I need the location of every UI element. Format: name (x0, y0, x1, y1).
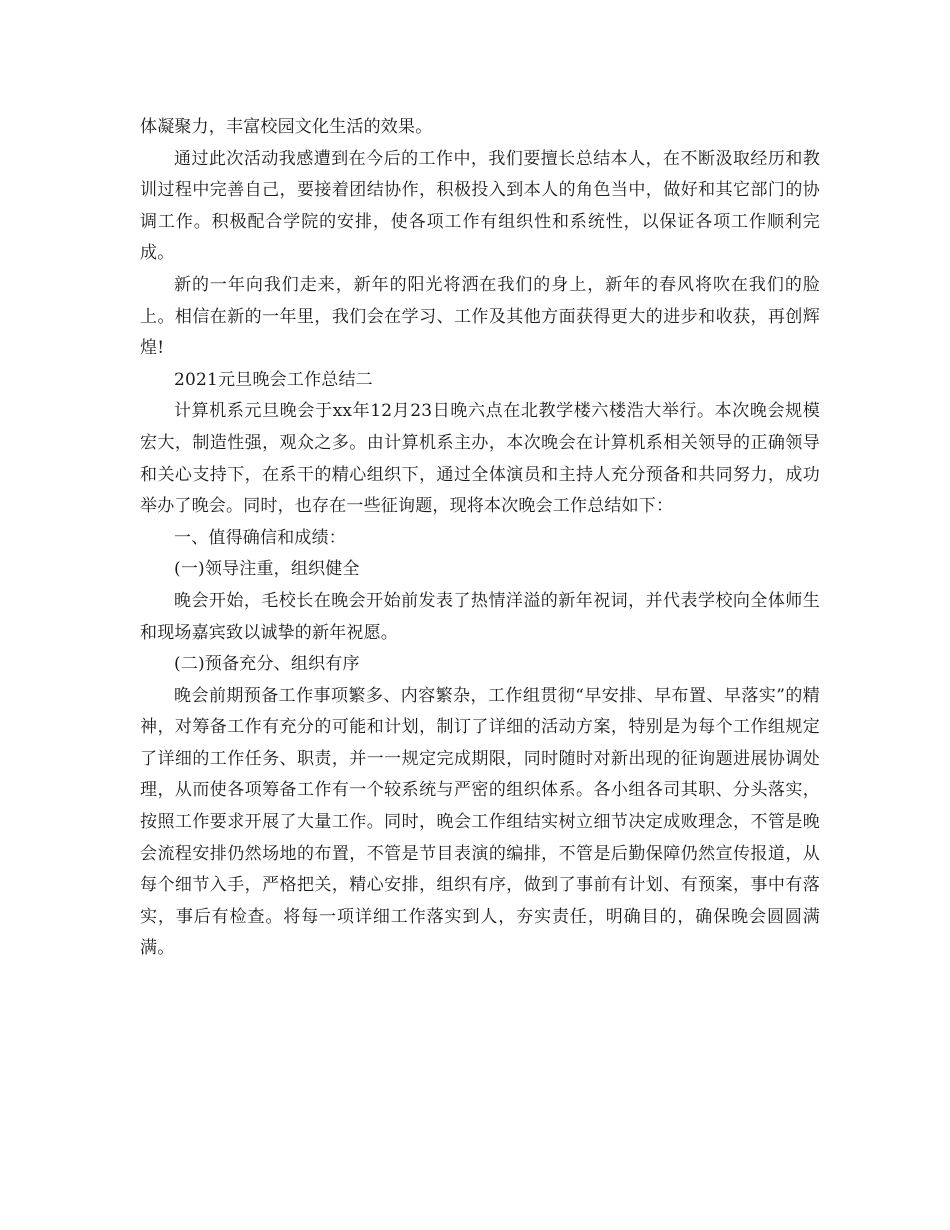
subsection-heading: (一)领导注重，组织健全 (174, 559, 360, 580)
paragraph-body: 通过此次活动我感遭到在今后的工作中，我们要擅长总结本人，在不断汲取经历和教训过程中完善自己，要接着团结协作，积极投入到本人的角色当中，做好和其它部门的协调工作。积极配合学院的安排，使各项工作有组织性和系统性，以保证各项工作顺利完成。 (140, 148, 820, 264)
paragraph-body: 新的一年向我们走来，新年的阳光将洒在我们的身上，新年的春风将吹在我们的脸上。相信在新的一年里，我们会在学习、工作及其他方面获得更大的进步和收获，再创辉煌! (140, 274, 820, 359)
paragraph-body: 晚会开始，毛校长在晚会开始前发表了热情洋溢的新年祝词，并代表学校向全体师生和现场嘉宾致以诚挚的新年祝愿。 (140, 590, 820, 643)
subsection-heading: (二)预备充分、组织有序 (174, 654, 360, 675)
document-body (140, 112, 820, 965)
section-title: 2021元旦晚会工作总结二 (174, 369, 373, 390)
paragraph-continuation: 体凝聚力，丰富校园文化生活的效果。 (140, 117, 433, 137)
paragraph-body: 计算机系元旦晚会于xx年12月23日晚六点在北教学楼六楼浩大举行。本次晚会规模宏大，制造性强，观众之多。由计算机系主办，本次晚会在计算机系相关领导的正确领导和关心支持下，在系干的精心组织下，通过全体演员和主持人充分预备和共同努力，成功举办了晚会。同时，也存在一些征询题，现将本次晚会工作总结如下： (140, 401, 820, 517)
paragraph-body: 晚会前期预备工作事项繁多、内容繁杂，工作组贯彻“早安排、早布置、早落实”的精神，对筹备工作有充分的可能和计划，制订了详细的活动方案，特别是为每个工作组规定了详细的工作任务、职责，并一一规定完成期限，同时随时对新出现的征询题进展协调处理，从而使各项筹备工作有一个较系统与严密的组织体系。各小组各司其职、分头落实，按照工作要求开展了大量工作。同时，晚会工作组结实树立细节决定成败理念，不管是晚会流程安排仍然场地的布置，不管是节目表演的编排，不管是后勤保障仍然宣传报道，从每个细节入手，严格把关，精心安排，组织有序，做到了事前有计划、有预案，事中有落实，事后有检查。将每一项详细工作落实到人，夯实责任，明确目的，确保晚会圆圆满满。 (140, 685, 820, 959)
section-heading: 一、值得确信和成绩： (174, 527, 346, 548)
